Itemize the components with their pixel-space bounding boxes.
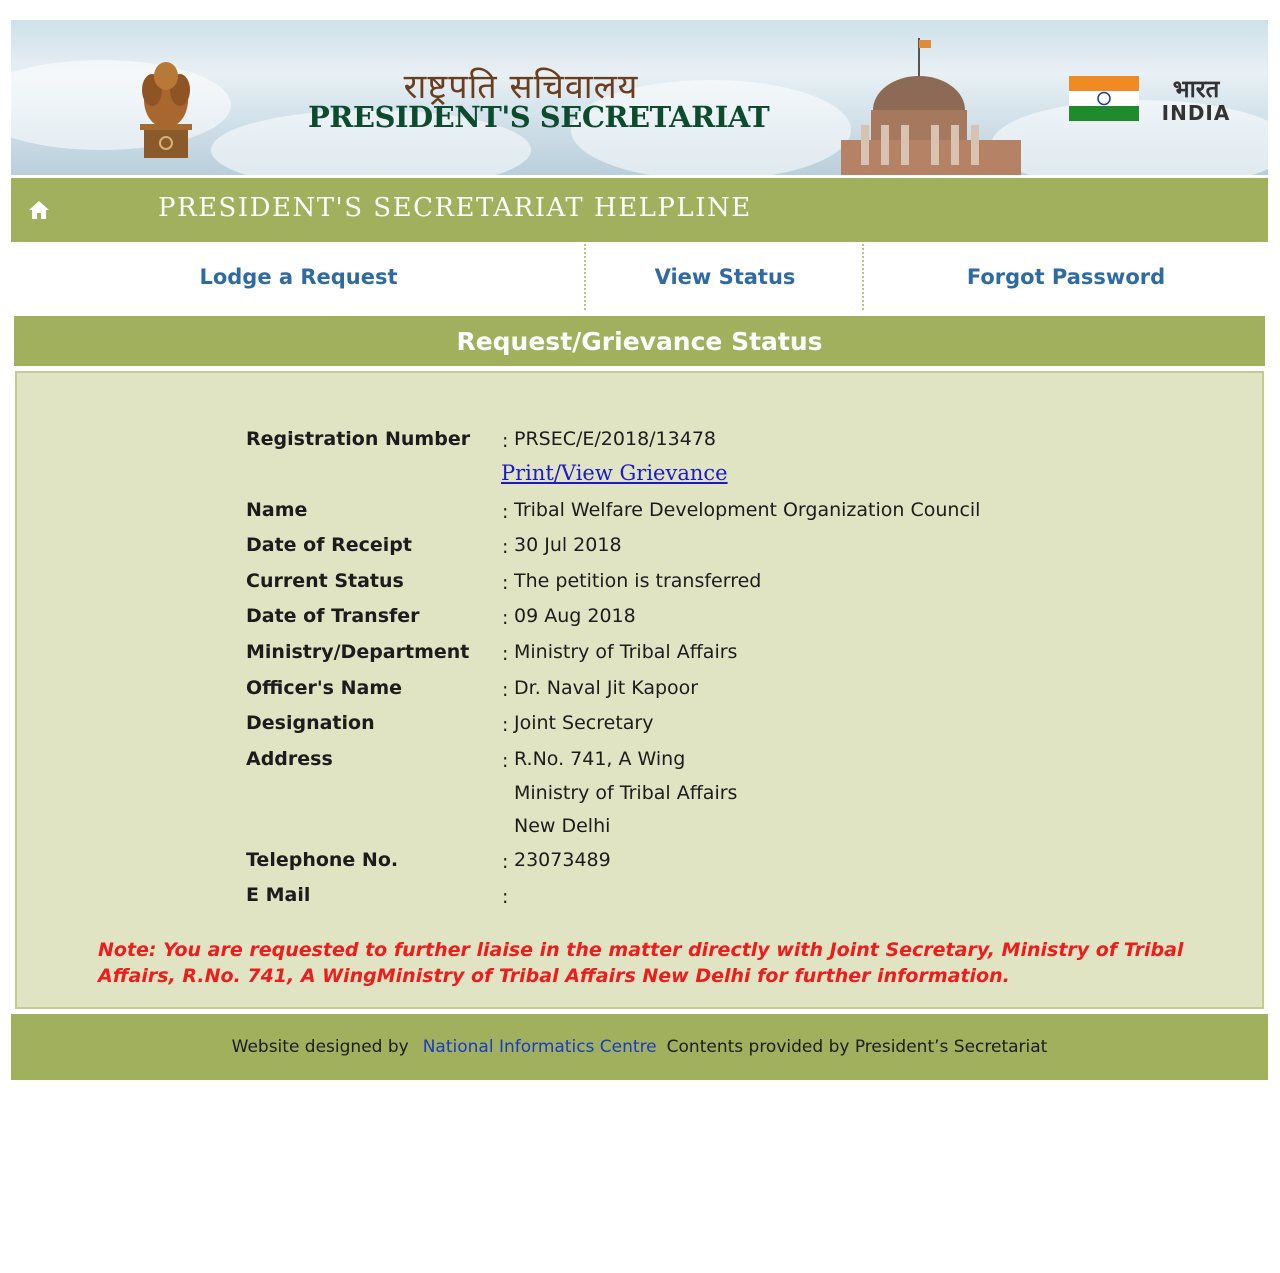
footer (11, 1014, 1268, 1080)
value-address-line3: New Delhi (514, 815, 611, 837)
section-title: Request/Grievance Status (14, 316, 1265, 366)
label-email: E Mail (246, 884, 311, 906)
value-address-line1: R.No. 741, A Wing (514, 748, 686, 770)
title-hindi: राष्ट्रपति सचिवालय (403, 67, 639, 107)
nav-forgot-password[interactable]: Forgot Password (966, 265, 1166, 289)
home-icon[interactable] (27, 198, 51, 222)
print-view-grievance-link[interactable]: Print/View Grievance (501, 461, 728, 485)
label-officers-name: Officer's Name (246, 677, 403, 699)
label-address: Address (246, 748, 333, 770)
value-officers-name: Dr. Naval Jit Kapoor (514, 677, 699, 699)
bharat-india-logo (1151, 76, 1241, 124)
footer-designed-by: Website designed by (231, 1037, 409, 1057)
value-telephone: 23073489 (514, 849, 611, 871)
label-designation: Designation (246, 712, 375, 734)
label-name: Name (246, 499, 308, 521)
value-date-of-receipt: 30 Jul 2018 (514, 534, 622, 556)
nav-lodge-request[interactable]: Lodge a Request (199, 265, 398, 289)
colon: : (502, 714, 509, 736)
helpline-title: PRESIDENT'S SECRETARIAT HELPLINE (158, 193, 752, 223)
helpline-bar (11, 178, 1268, 242)
value-address-line2: Ministry of Tribal Affairs (514, 782, 738, 804)
colon: : (502, 501, 509, 523)
colon: : (502, 572, 509, 594)
colon: : (502, 750, 509, 772)
label-ministry-department: Ministry/Department (246, 641, 470, 663)
main-nav (11, 242, 1268, 312)
value-date-of-transfer: 09 Aug 2018 (514, 605, 636, 627)
value-registration-number: PRSEC/E/2018/13478 (514, 428, 716, 450)
colon: : (502, 851, 509, 873)
colon: : (502, 643, 509, 665)
header-banner (11, 20, 1268, 175)
footer-nic-link[interactable]: National Informatics Centre (422, 1037, 657, 1057)
footer-contents: Contents provided by President’s Secretariat (666, 1037, 1048, 1057)
title-english: PRESIDENT'S SECRETARIAT (308, 100, 770, 134)
liaise-note: Note: You are requested to further liaise in the matter directly with Joint Secretary, Ministry of Tribal Affairs, R.No. 741, A WingMinistry of Tribal Affairs New Delhi for further information. (98, 939, 1184, 987)
value-designation: Joint Secretary (514, 712, 654, 734)
label-current-status: Current Status (246, 570, 404, 592)
label-registration-number: Registration Number (246, 428, 471, 450)
value-name: Tribal Welfare Development Organization Council (514, 499, 981, 521)
colon: : (502, 430, 509, 452)
colon: : (502, 536, 509, 558)
label-telephone: Telephone No. (246, 849, 399, 871)
indian-flag-icon (1069, 76, 1139, 121)
label-date-of-receipt: Date of Receipt (246, 534, 412, 556)
label-date-of-transfer: Date of Transfer (246, 605, 420, 627)
value-ministry-department: Ministry of Tribal Affairs (514, 641, 738, 663)
colon: : (502, 886, 509, 908)
national-emblem-icon (126, 48, 206, 173)
bharat-english-text: INDIA (1161, 101, 1231, 125)
value-current-status: The petition is transferred (514, 570, 762, 592)
nav-view-status[interactable]: View Status (654, 265, 796, 289)
rashtrapati-bhavan-image (831, 30, 1031, 175)
colon: : (502, 607, 509, 629)
colon: : (502, 679, 509, 701)
grievance-status-panel (15, 371, 1264, 1009)
bharat-hindi-text: भारत (1172, 74, 1220, 103)
